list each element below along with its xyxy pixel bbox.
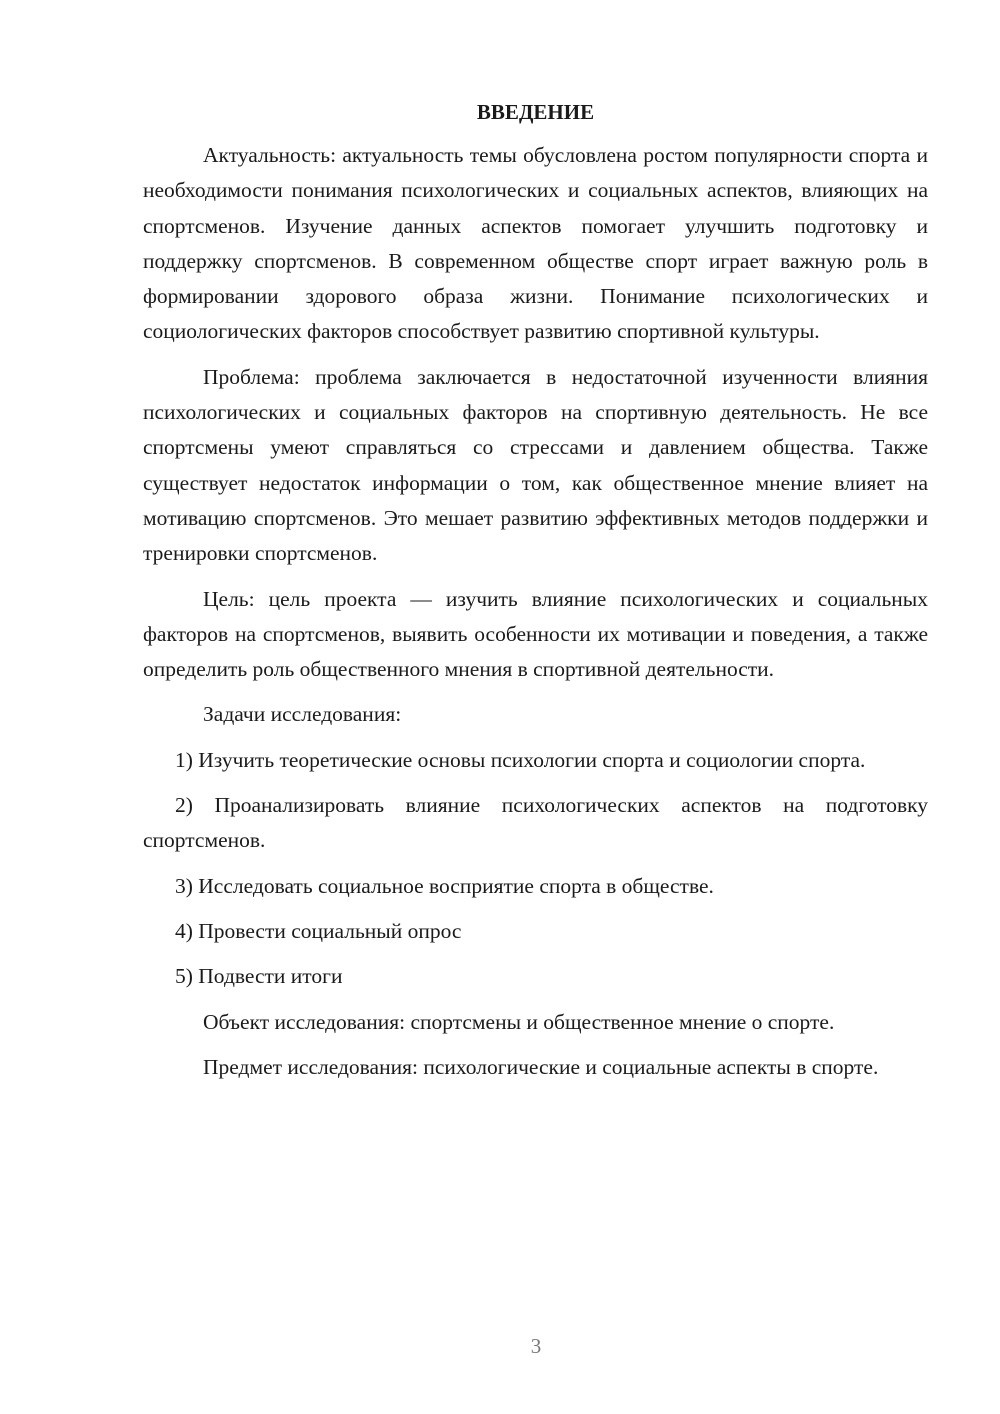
- task-item-3: 3) Исследовать социальное восприятие спорта в обществе.: [175, 873, 714, 898]
- task-item-5: 5) Подвести итоги: [175, 964, 343, 989]
- paragraph-subject: Предмет исследования: психологические и социальные аспекты в спорте.: [203, 1054, 879, 1079]
- paragraph-problem: Проблема: проблема заключается в недостаточной изученности влияния психологических и социальных факторов на спортивную деятельность. Не все спортсмены умеют справляться со стрессами и давлением общества. Также существует недостаток информации о том, как общественное мнение влияет на мотивацию спортсменов. Это мешает развитию эффективных методов поддержки и тренировки спортсменов.: [143, 364, 928, 566]
- task-item-2: 2) Проанализировать влияние психологических аспектов на подготовку спортсменов.: [143, 793, 928, 853]
- page-title: ВВЕДЕНИЕ: [476, 100, 595, 124]
- paragraph-object: Объект исследования: спортсмены и общественное мнение о спорте.: [203, 1009, 835, 1034]
- page-content: [143, 96, 928, 1095]
- page-number-text: 3: [530, 1334, 542, 1358]
- tasks-heading: Задачи исследования:: [203, 702, 402, 727]
- paragraph-goal: Цель: цель проекта — изучить влияние психологических и социальных факторов на спортсменов, выявить особенности их мотивации и поведения, а также определить роль общественного мнения в спортивной деятельности.: [143, 586, 928, 682]
- page-number: [0, 1334, 1000, 1359]
- task-item-4: 4) Провести социальный опрос: [175, 918, 462, 943]
- paragraph-relevance: Актуальность: актуальность темы обусловлена ростом популярности спорта и необходимости понимания психологических и социальных аспектов, влияющих на спортсменов. Изучение данных аспектов помогает улучшить подготовку и поддержку спортсменов. В современном обществе спорт играет важную роль в формировании здорового образа жизни. Понимание психологических и социологических факторов способствует развитию спортивной культуры.: [143, 143, 928, 344]
- task-item-1: 1) Изучить теоретические основы психологии спорта и социологии спорта.: [175, 747, 866, 772]
